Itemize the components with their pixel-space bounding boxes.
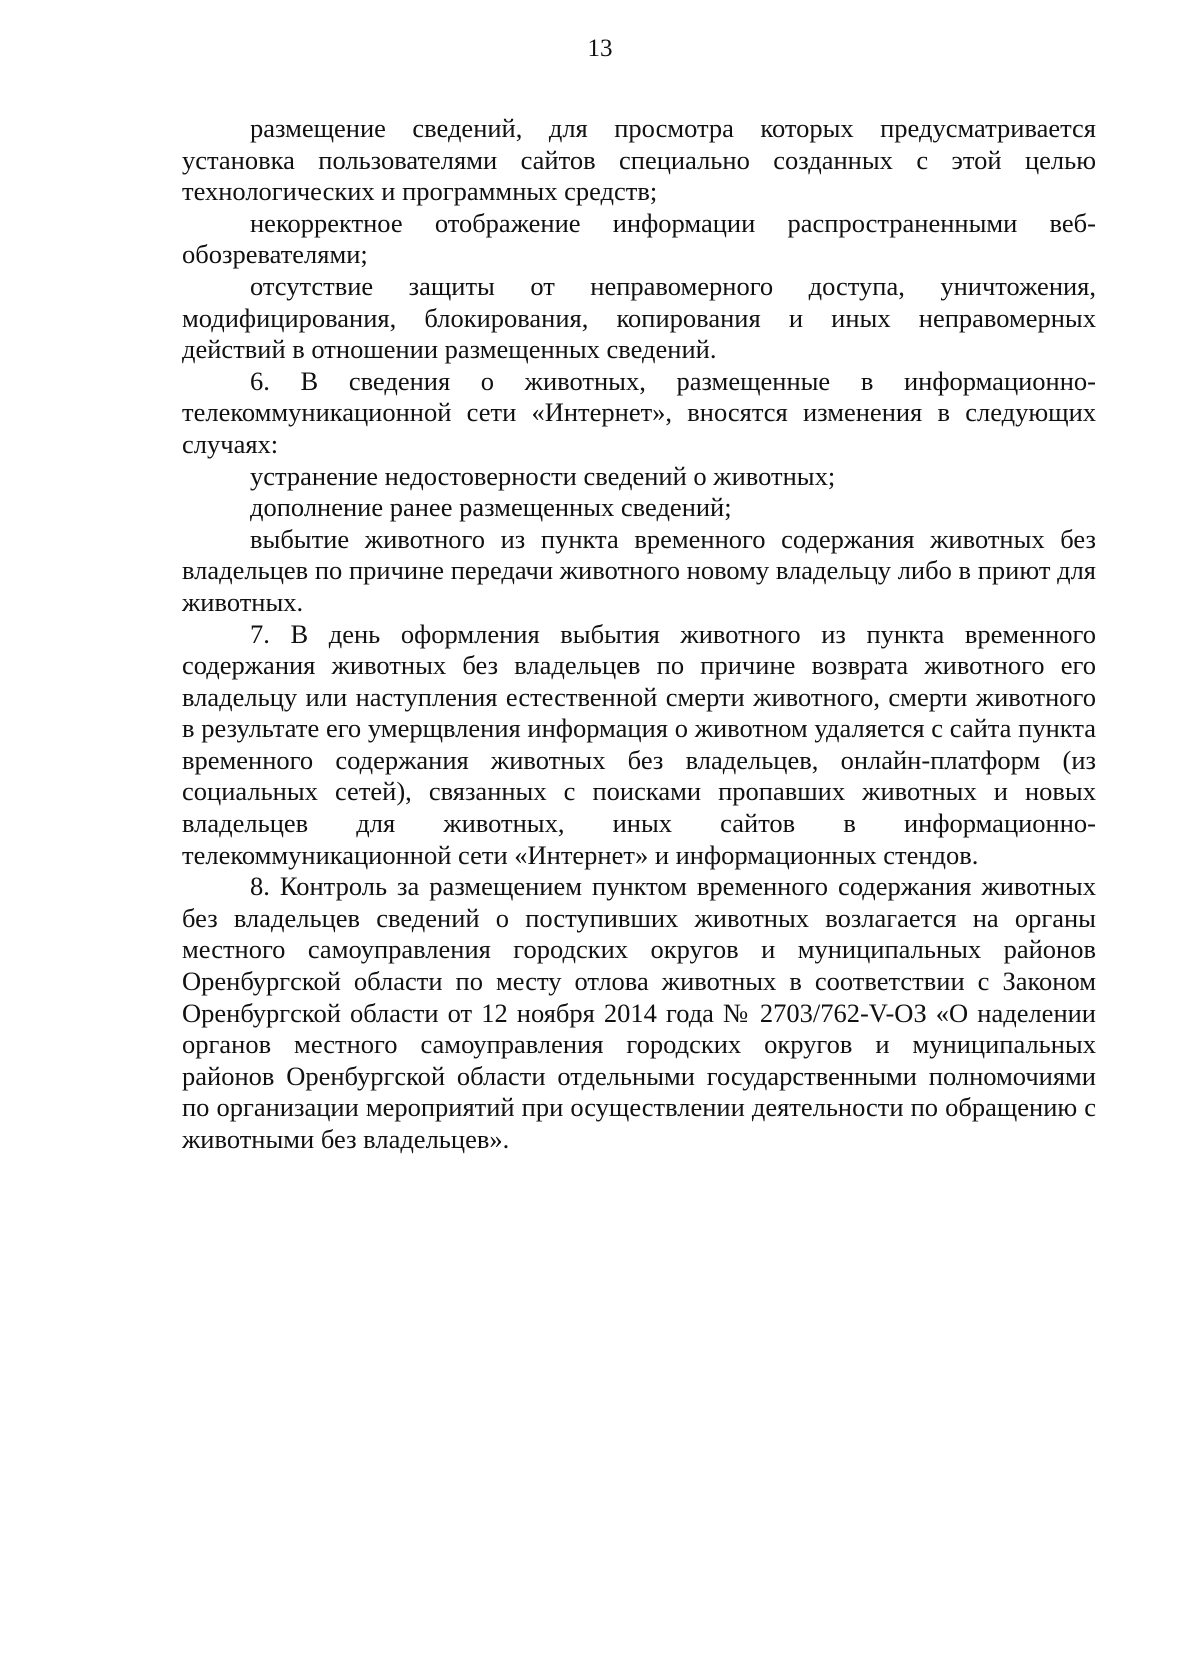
document-body: [182, 113, 1096, 1156]
paragraph-clause-8: 8. Контроль за размещением пунктом временного содержания животных без владельцев сведений о поступивших животных возлагается на органы местного самоуправления городских округов и муниципальных районов Оренбургской области по месту отлова животных в соответствии с Законом Оренбургской области от 12 ноября 2014 года № 2703/762-V-ОЗ «О наделении органов местного самоуправления городских округов и муниципальных районов Оренбургской области отдельными государственными полномочиями по организации мероприятий при осуществлении деятельности по обращению с животными без владельцев».: [182, 871, 1096, 1154]
page-number: 13: [587, 35, 613, 62]
paragraph-list-item-incorrect-display: некорректное отображение информации распространенными веб-обозревателями;: [182, 207, 1096, 270]
paragraph-list-item-no-protection: отсутствие защиты от неправомерного доступа, уничтожения, модифицирования, блокирования, копирования и иных неправомерных действий в отношении размещенных сведений.: [182, 270, 1096, 365]
paragraph-clause-7: 7. В день оформления выбытия животного из пункта временного содержания животных без владельцев по причине возврата животного его владельцу или наступления естественной смерти животного, смерти животного в результате его умерщвления информация о животном удаляется с сайта пункта временного содержания животных без владельцев, онлайн-платформ (из социальных сетей), связанных с поисками пропавших животных и новых владельцев для животных, иных сайтов в информационно-телекоммуникационной сети «Интернет» и информационных стендов.: [182, 618, 1096, 870]
paragraph-list-item-supplement: дополнение ранее размещенных сведений;: [250, 492, 732, 523]
paragraph-list-item-disposal: выбытие животного из пункта временного содержания животных без владельцев по причине передачи животного новому владельцу либо в приют для животных.: [182, 523, 1096, 617]
paragraph-list-item-content-view: размещение сведений, для просмотра которых предусматривается установка пользователями сайтов специально созданных с этой целью технологических и программных средств;: [182, 113, 1096, 207]
paragraph-clause-6: 6. В сведения о животных, размещенные в информационно-телекоммуникационной сети «Интернет», вносятся изменения в следующих случаях:: [182, 365, 1096, 459]
paragraph-list-item-inaccuracy: устранение недостоверности сведений о животных;: [250, 460, 836, 491]
